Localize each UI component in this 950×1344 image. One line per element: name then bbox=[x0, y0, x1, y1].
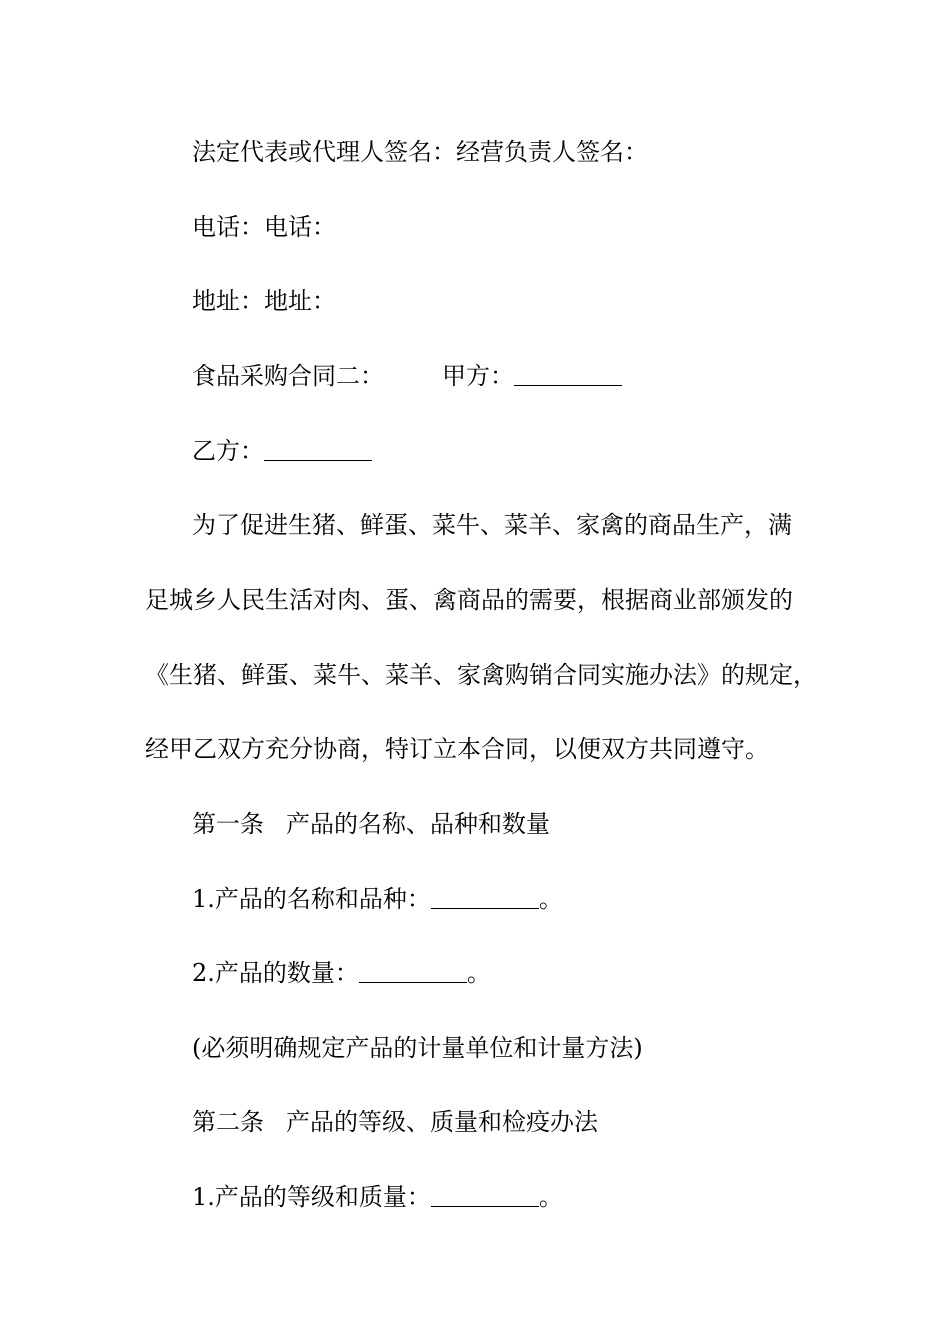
preamble-text-2: 足城乡人民生活对肉、蛋、禽商品的需要，根据商业部颁发的 bbox=[145, 586, 793, 614]
phone-line-text: 电话：电话： bbox=[192, 213, 336, 241]
article-one-title: 产品的名称、品种和数量 bbox=[286, 810, 550, 838]
item-1-1-label: 1.产品的名称和品种： bbox=[192, 885, 431, 913]
item-1-1-blank bbox=[431, 884, 539, 909]
item-1-2-label: 2.产品的数量： bbox=[192, 959, 359, 987]
article-two-title: 产品的等级、质量和检疫办法 bbox=[286, 1108, 598, 1136]
party-b-line bbox=[192, 436, 372, 466]
item-1-2-line bbox=[192, 958, 491, 988]
party-b-label: 乙方： bbox=[192, 437, 264, 465]
preamble-text-1: 为了促进生猪、鲜蛋、菜牛、菜羊、家禽的商品生产，满 bbox=[192, 511, 792, 539]
measurement-note bbox=[192, 1033, 643, 1063]
signature-line bbox=[192, 137, 648, 167]
phone-line bbox=[192, 212, 336, 242]
item-1-2-period: 。 bbox=[466, 959, 491, 987]
party-a-blank bbox=[514, 361, 622, 386]
item-2-1-label: 1.产品的等级和质量： bbox=[192, 1183, 431, 1211]
item-1-1-period: 。 bbox=[538, 885, 563, 913]
item-2-1-line bbox=[192, 1182, 563, 1212]
article-one-number: 第一条 bbox=[192, 810, 264, 838]
article-two-heading bbox=[192, 1107, 598, 1137]
item-2-1-blank bbox=[431, 1182, 539, 1207]
item-1-2-blank bbox=[359, 958, 467, 983]
preamble-line-4 bbox=[145, 734, 769, 764]
party-b-blank bbox=[264, 436, 372, 461]
item-2-1-period: 。 bbox=[538, 1183, 563, 1211]
article-two-number: 第二条 bbox=[192, 1108, 264, 1136]
item-1-1-line bbox=[192, 884, 563, 914]
preamble-text-4: 经甲乙双方充分协商，特订立本合同，以便双方共同遵守。 bbox=[145, 735, 769, 763]
article-one-heading bbox=[192, 809, 550, 839]
preamble-line-1 bbox=[192, 510, 792, 540]
contract-two-title: 食品采购合同二： bbox=[192, 362, 384, 390]
preamble-text-3: 《生猪、鲜蛋、菜牛、菜羊、家禽购销合同实施办法》的规定， bbox=[145, 661, 817, 689]
contract-two-title-line bbox=[192, 361, 622, 391]
address-line-text: 地址：地址： bbox=[192, 287, 336, 315]
preamble-line-3 bbox=[145, 660, 817, 690]
signature-line-text: 法定代表或代理人签名：经营负责人签名： bbox=[192, 138, 648, 166]
party-a-label: 甲方： bbox=[442, 362, 514, 390]
preamble-line-2 bbox=[145, 585, 793, 615]
measurement-note-text: (必须明确规定产品的计量单位和计量方法) bbox=[192, 1034, 643, 1062]
address-line bbox=[192, 286, 336, 316]
